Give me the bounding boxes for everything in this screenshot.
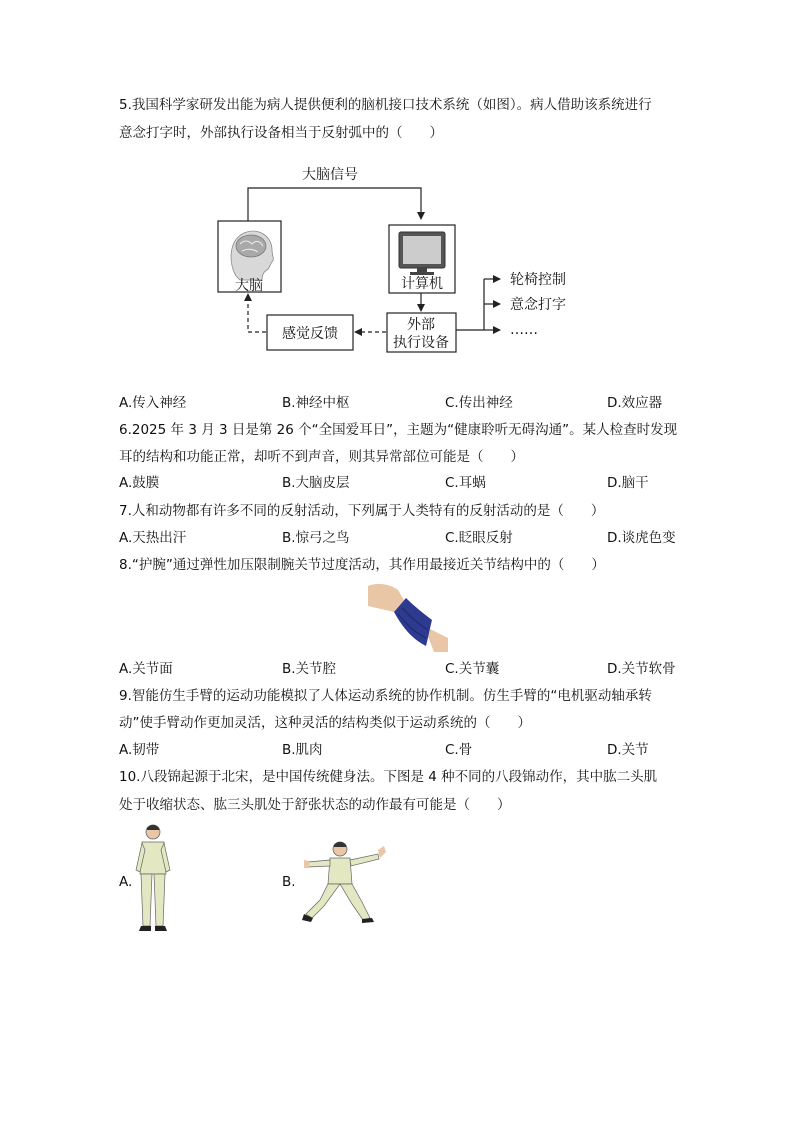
feedback-label: 感觉反馈 <box>282 326 338 342</box>
output-1-label: 轮椅控制 <box>510 272 566 288</box>
q9-stem-line-2: 动”使手臂动作更加灵活，这种灵活的结构类似于运动系统的（ ） <box>119 715 531 731</box>
q7-option-d[interactable]: D.谈虎色变 <box>607 530 676 546</box>
feedback-to-brain-arrow <box>248 294 266 332</box>
q8-option-d[interactable]: D.关节软骨 <box>607 661 676 677</box>
q5-option-a[interactable]: A.传入神经 <box>119 395 187 411</box>
q7-option-c[interactable]: C.眨眼反射 <box>445 530 513 546</box>
q7-options <box>119 528 679 548</box>
brain-label: 大脑 <box>235 278 263 294</box>
q9-option-a[interactable]: A.韧带 <box>119 742 160 758</box>
output-3-label: …… <box>510 322 538 338</box>
q8-option-c[interactable]: C.关节囊 <box>445 661 500 677</box>
q8-option-b[interactable]: B.关节腔 <box>282 661 337 677</box>
q5-option-c[interactable]: C.传出神经 <box>445 395 513 411</box>
q6-stem-line-2: 耳的结构和功能正常，却听不到声音，则其异常部位可能是（ ） <box>119 449 524 465</box>
baduanjin-figure-a <box>130 822 176 934</box>
q9-option-b[interactable]: B.肌肉 <box>282 742 323 758</box>
q5-options <box>119 393 679 413</box>
q9-stem-line-1: 9.智能仿生手臂的运动功能模拟了人体运动系统的协作机制。仿生手臂的“电机驱动轴承转 <box>119 688 652 704</box>
device-label-1: 外部 <box>407 317 435 333</box>
q7-stem-line-1: 7.人和动物都有许多不同的反射活动，下列属于人类特有的反射活动的是（ ） <box>119 503 605 519</box>
q6-options <box>119 473 679 493</box>
q9-option-d[interactable]: D.关节 <box>607 742 649 758</box>
output-2-label: 意念打字 <box>510 297 566 313</box>
q10-figure-a-label[interactable]: A. <box>119 874 133 890</box>
device-label-2: 执行设备 <box>393 335 449 351</box>
q10-stem-line-1: 10.八段锦起源于北宋，是中国传统健身法。下图是 4 种不同的八段锦动作，其中肱二头肌 <box>119 769 658 785</box>
q5-stem-line-1: 5.我国科学家研发出能为病人提供便利的脑机接口技术系统（如图）。病人借助该系统进行 <box>119 97 652 113</box>
signal-label: 大脑信号 <box>302 167 358 183</box>
q6-stem-line-1: 6.2025 年 3 月 3 日是第 26 个“全国爱耳日”，主题为“健康聆听无碍沟通”。某人检查时发现 <box>119 422 678 438</box>
signal-arrow <box>248 188 421 221</box>
brain-computer-interface-diagram <box>0 0 794 380</box>
q8-options <box>119 659 679 679</box>
q5-option-b[interactable]: B.神经中枢 <box>282 395 350 411</box>
q6-option-c[interactable]: C.耳蜗 <box>445 475 486 491</box>
baduanjin-figure-b <box>300 840 390 925</box>
q7-option-a[interactable]: A.天热出汗 <box>119 530 187 546</box>
q8-option-a[interactable]: A.关节面 <box>119 661 173 677</box>
q7-option-b[interactable]: B.惊弓之鸟 <box>282 530 350 546</box>
q9-options <box>119 740 679 760</box>
wristband-image <box>368 582 448 652</box>
q6-option-b[interactable]: B.大脑皮层 <box>282 475 350 491</box>
q5-option-d[interactable]: D.效应器 <box>607 395 663 411</box>
q5-stem-line-2: 意念打字时，外部执行设备相当于反射弧中的（ ） <box>119 125 443 141</box>
q9-option-c[interactable]: C.骨 <box>445 742 473 758</box>
q6-option-a[interactable]: A.鼓膜 <box>119 475 160 491</box>
q8-stem-line-1: 8.“护腕”通过弹性加压限制腕关节过度活动，其作用最接近关节结构中的（ ） <box>119 557 605 573</box>
computer-label: 计算机 <box>401 276 443 292</box>
q10-stem-line-2: 处于收缩状态、肱三头肌处于舒张状态的动作最有可能是（ ） <box>119 797 511 813</box>
wristband-shape <box>394 598 432 646</box>
q10-figure-b-label[interactable]: B. <box>282 874 296 890</box>
q6-option-d[interactable]: D.脑干 <box>607 475 649 491</box>
